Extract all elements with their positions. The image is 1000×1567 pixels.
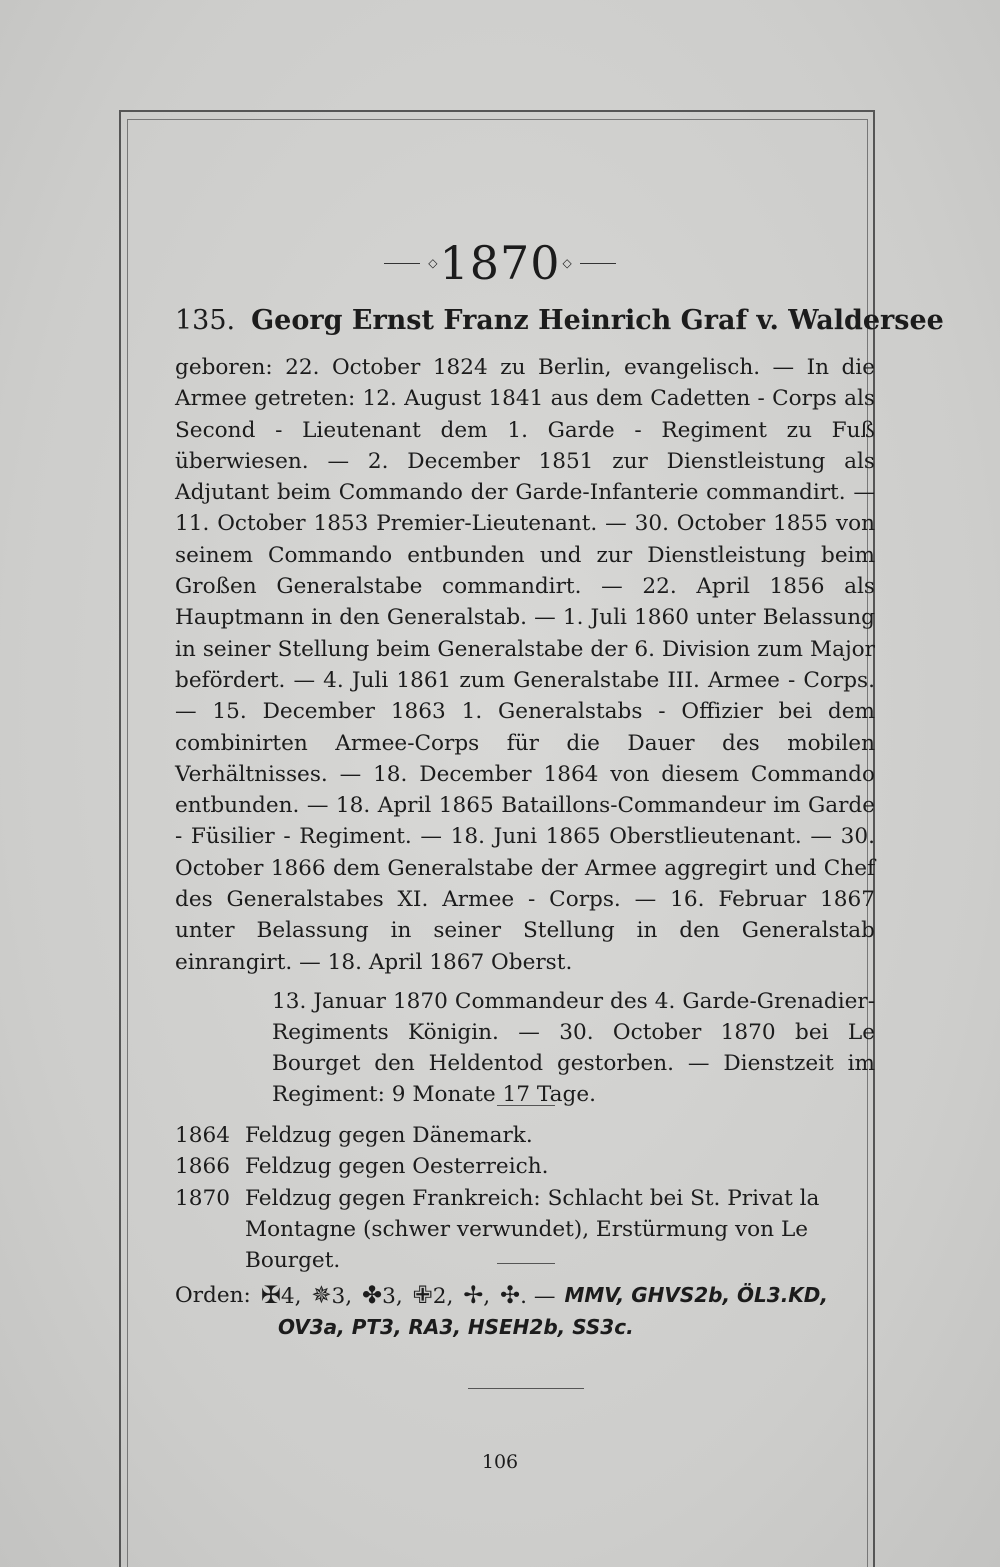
campaign-text: Feldzug gegen Dänemark. [245,1123,533,1148]
decoration-class: 3, [331,1284,353,1309]
section-divider [497,1105,555,1106]
entry-name: Georg Ernst Franz Heinrich Graf v. Waldersee [251,305,944,336]
decoration-class: , [483,1284,491,1309]
orders-label: Orden: [175,1283,251,1308]
order-codes: OV3a, PT3, RA3, HSEH2b, SS3c. [278,1315,634,1339]
campaign-item [175,1151,880,1182]
decoration-class: 4, [280,1284,302,1309]
orders-line [175,1312,885,1343]
regiment-service [272,964,875,1132]
order-codes: MMV, GHVS2b, ÖL3.KD, [564,1283,828,1307]
cross-icon: ✢ [463,1281,484,1309]
decoration-item [311,1281,353,1309]
decoration-item [362,1281,403,1309]
entry-heading [175,305,944,336]
order-cross-icon: ✠ [260,1281,281,1309]
section-divider [497,1263,555,1264]
decoration-class: . — [520,1284,556,1309]
campaign-year: 1870 [175,1185,230,1211]
order-crown-icon: ✤ [362,1281,383,1309]
decoration-item [463,1281,491,1309]
decoration-class: 3, [382,1284,403,1309]
decoration-item [260,1281,302,1309]
decorative-rule [580,263,616,264]
biography-text: geboren: 22. October 1824 zu Berlin, evangelisch. — In die Armee getreten: 12. August 1841 aus dem Cadetten - Corps als Second - Lieutenant dem 1. Garde - Regiment zu Fuß überwiesen. — 2. December 1851 zur Dienstleistung als Adjutant beim Commando der Garde-Infanterie commandirt. — 11. October 1853 Premier-Lieutenant. — 30. October 1855 von seinem Commando entbunden und zur Dienstleistung beim Großen Generalstabe commandirt. — 22. April 1856 als Hauptmann in den Generalstab. — 1. Juli 1860 unter Belassung in seiner Stellung beim Generalstabe der 6. Division zum Major befördert. — 4. Juli 1861 zum Generalstabe III. Armee - Corps. — 15. December 1863 1. Generalstabs - Offizier bei dem combinirten Armee-Corps für die Dauer des mobilen Verhältnisses. — 18. December 1864 von diesem Commando entbunden. — 18. April 1865 Bataillons-Commandeur im Garde - Füsilier - Regiment. — 18. Juni 1865 Oberstlieutenant. — 30. October 1866 dem Generalstabe der Armee aggregirt und Chef des Generalstabes XI. Armee - Corps. — 16. Februar 1867 unter Belassung in seiner Stellung in den Generalstab einrangirt. — 18. April 1867 Oberst. [175,355,875,975]
diamond-ornament-icon: ◇ [562,256,572,270]
diamond-ornament-icon: ◇ [428,256,438,270]
decorations [261,1280,559,1312]
campaign-text: Feldzug gegen Oesterreich. [245,1154,549,1180]
campaign-list [175,1120,880,1276]
page-number: 106 [481,1451,519,1473]
decoration-class: 2, [432,1284,454,1309]
section-divider [468,1388,584,1389]
decoration-item [412,1281,454,1309]
orders-section [175,1280,885,1343]
campaign-item [175,1120,880,1151]
decorative-rule [384,263,420,264]
campaign-text: Feldzug gegen Frankreich: Schlacht bei St. Privat la Montagne (schwer verwundet), Erstürmung von Le Bourget. [245,1185,820,1274]
year-label: 1870 [439,236,561,290]
entry-number: 135. [175,305,236,336]
campaign-year: 1866 [175,1154,230,1180]
order-star-icon: ✵ [311,1281,332,1309]
iron-cross-icon: ✙ [412,1281,433,1309]
orders-line [175,1280,885,1312]
year-heading [300,228,700,298]
decoration-item [500,1281,556,1309]
campaign-year: 1864 [175,1123,230,1148]
biography [175,352,875,978]
small-cross-icon: ✣ [500,1281,521,1309]
regiment-service-text: 13. Januar 1870 Commandeur des 4. Garde-Grenadier-Regiments Königin. — 30. October 1870 bei Le Bourget den Heldentod gestorben. — Dienstzeit im Regiment: 9 Monate 17 Tage. [272,988,875,1108]
